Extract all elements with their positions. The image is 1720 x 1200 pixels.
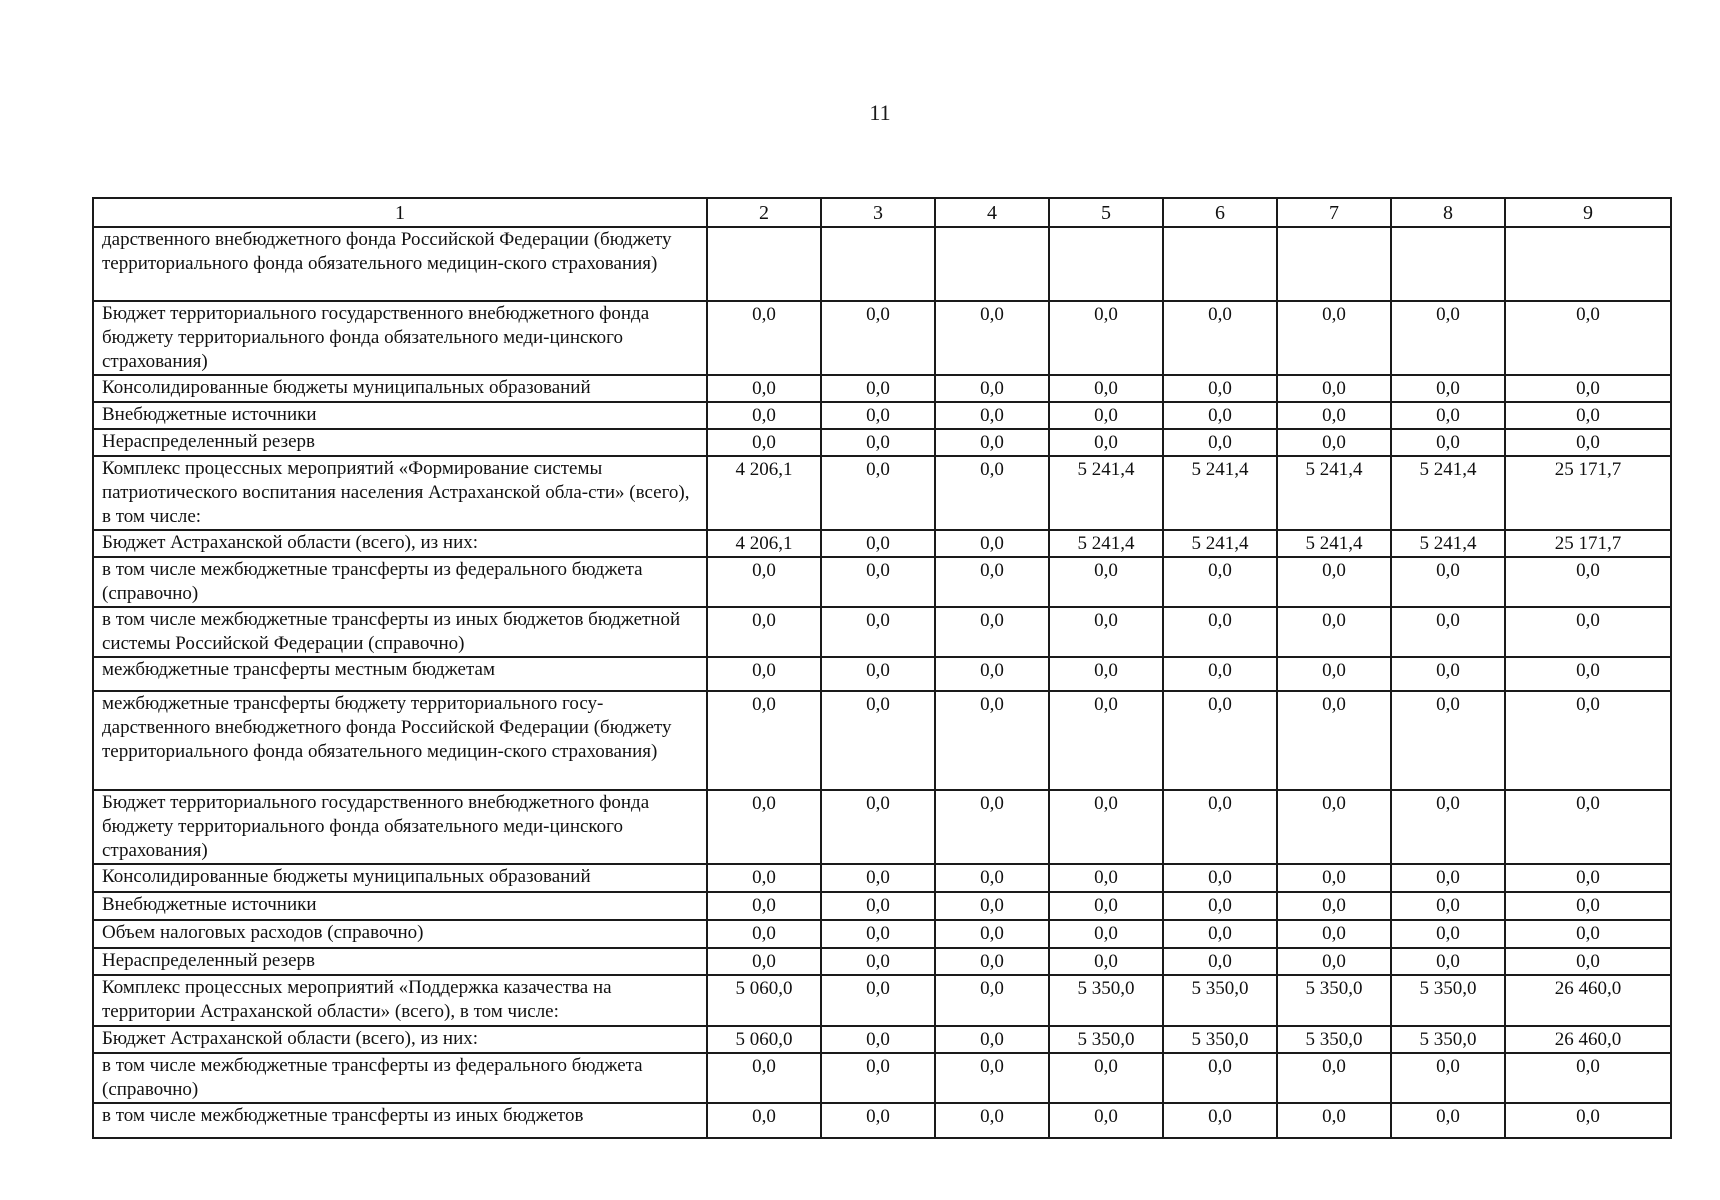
value-cell: 0,0 [1505, 557, 1671, 607]
table-header-row [93, 198, 1671, 227]
value-cell: 0,0 [935, 864, 1049, 892]
value-cell: 0,0 [935, 975, 1049, 1026]
value-cell: 0,0 [1505, 892, 1671, 920]
value-cell: 0,0 [1163, 557, 1277, 607]
value-cell: 0,0 [935, 530, 1049, 557]
value-cell: 0,0 [935, 790, 1049, 864]
value-cell: 0,0 [1163, 429, 1277, 456]
value-cell: 0,0 [1049, 402, 1163, 429]
value-cell: 0,0 [1049, 607, 1163, 657]
value-cell: 0,0 [935, 456, 1049, 530]
value-cell: 5 241,4 [1163, 456, 1277, 530]
value-cell: 5 241,4 [1391, 530, 1505, 557]
value-cell: 0,0 [1163, 402, 1277, 429]
value-cell: 26 460,0 [1505, 1026, 1671, 1053]
value-cell: 0,0 [1505, 1103, 1671, 1138]
value-cell: 0,0 [1277, 607, 1391, 657]
value-cell: 0,0 [1277, 657, 1391, 691]
value-cell: 0,0 [1049, 892, 1163, 920]
value-cell: 0,0 [1163, 691, 1277, 790]
row-label: Внебюджетные источники [93, 892, 707, 920]
value-cell: 0,0 [707, 1103, 821, 1138]
row-label: Нераспределенный резерв [93, 948, 707, 975]
value-cell [1391, 227, 1505, 301]
page-number: 11 [869, 100, 891, 125]
value-cell: 0,0 [1049, 864, 1163, 892]
row-label: Бюджет Астраханской области (всего), из них: [93, 530, 707, 557]
value-cell: 0,0 [821, 375, 935, 402]
value-cell [935, 227, 1049, 301]
value-cell: 0,0 [821, 301, 935, 375]
table-row [93, 892, 1671, 920]
row-label: в том числе межбюджетные трансферты из федерального бюджета (справочно) [93, 1053, 707, 1103]
value-cell: 26 460,0 [1505, 975, 1671, 1026]
value-cell: 0,0 [1049, 1103, 1163, 1138]
row-label: Бюджет Астраханской области (всего), из них: [93, 1026, 707, 1053]
value-cell: 0,0 [821, 892, 935, 920]
value-cell: 0,0 [1505, 429, 1671, 456]
value-cell: 0,0 [821, 1053, 935, 1103]
value-cell: 0,0 [1505, 691, 1671, 790]
value-cell: 0,0 [821, 657, 935, 691]
row-label: Объем налоговых расходов (справочно) [93, 920, 707, 948]
value-cell: 0,0 [935, 429, 1049, 456]
value-cell: 0,0 [1391, 1103, 1505, 1138]
value-cell: 0,0 [935, 657, 1049, 691]
value-cell: 0,0 [935, 691, 1049, 790]
value-cell: 5 241,4 [1049, 530, 1163, 557]
table-row [93, 456, 1671, 530]
value-cell: 5 241,4 [1277, 530, 1391, 557]
value-cell: 0,0 [821, 1026, 935, 1053]
value-cell: 0,0 [1049, 375, 1163, 402]
value-cell: 0,0 [1505, 920, 1671, 948]
value-cell: 0,0 [1277, 402, 1391, 429]
value-cell: 0,0 [707, 402, 821, 429]
table-row [93, 227, 1671, 301]
value-cell: 0,0 [1391, 557, 1505, 607]
value-cell: 0,0 [1277, 864, 1391, 892]
value-cell: 0,0 [1277, 892, 1391, 920]
table-row [93, 1103, 1671, 1138]
value-cell [707, 227, 821, 301]
value-cell: 0,0 [935, 607, 1049, 657]
value-cell: 0,0 [1049, 557, 1163, 607]
value-cell: 0,0 [1505, 790, 1671, 864]
table-row [93, 790, 1671, 864]
value-cell [1049, 227, 1163, 301]
value-cell: 0,0 [1391, 402, 1505, 429]
row-label: Нераспределенный резерв [93, 429, 707, 456]
value-cell: 0,0 [821, 790, 935, 864]
value-cell: 0,0 [1391, 790, 1505, 864]
value-cell: 0,0 [821, 429, 935, 456]
value-cell: 5 241,4 [1277, 456, 1391, 530]
row-label: дарственного внебюджетного фонда Российской Федерации (бюджету территориального фонда обязательного медицин-ского страхования) [93, 227, 707, 301]
value-cell: 0,0 [1277, 1053, 1391, 1103]
column-header: 7 [1277, 198, 1391, 227]
value-cell: 5 350,0 [1277, 975, 1391, 1026]
value-cell: 0,0 [707, 557, 821, 607]
value-cell: 0,0 [935, 948, 1049, 975]
value-cell: 0,0 [821, 530, 935, 557]
value-cell: 4 206,1 [707, 530, 821, 557]
value-cell: 0,0 [1391, 429, 1505, 456]
value-cell: 0,0 [707, 864, 821, 892]
column-header: 2 [707, 198, 821, 227]
value-cell: 0,0 [1505, 948, 1671, 975]
value-cell: 0,0 [1163, 657, 1277, 691]
value-cell: 0,0 [1277, 691, 1391, 790]
value-cell: 0,0 [1163, 1053, 1277, 1103]
value-cell: 0,0 [821, 557, 935, 607]
value-cell: 0,0 [1505, 657, 1671, 691]
value-cell: 0,0 [1277, 790, 1391, 864]
table-row [93, 375, 1671, 402]
value-cell: 0,0 [821, 864, 935, 892]
value-cell: 0,0 [1391, 864, 1505, 892]
value-cell: 0,0 [1163, 1103, 1277, 1138]
row-label: в том числе межбюджетные трансферты из иных бюджетов бюджетной системы Российской Федерации (справочно) [93, 607, 707, 657]
column-header: 6 [1163, 198, 1277, 227]
value-cell: 0,0 [821, 948, 935, 975]
value-cell: 0,0 [1391, 892, 1505, 920]
value-cell: 0,0 [1391, 948, 1505, 975]
value-cell: 0,0 [1049, 657, 1163, 691]
value-cell: 0,0 [1391, 301, 1505, 375]
value-cell: 0,0 [1163, 607, 1277, 657]
table-row [93, 864, 1671, 892]
value-cell: 0,0 [1391, 375, 1505, 402]
table-row [93, 1053, 1671, 1103]
value-cell: 0,0 [1277, 557, 1391, 607]
row-label: Консолидированные бюджеты муниципальных образований [93, 864, 707, 892]
value-cell: 0,0 [821, 691, 935, 790]
value-cell: 0,0 [935, 375, 1049, 402]
row-label: Комплекс процессных мероприятий «Формирование системы патриотического воспитания населения Астраханской обла-сти» (всего), в том числе: [93, 456, 707, 530]
value-cell: 0,0 [821, 402, 935, 429]
table-row [93, 557, 1671, 607]
value-cell: 0,0 [707, 1053, 821, 1103]
row-label: межбюджетные трансферты местным бюджетам [93, 657, 707, 691]
value-cell [1505, 227, 1671, 301]
value-cell: 0,0 [1049, 429, 1163, 456]
row-label: Бюджет территориального государственного внебюджетного фонда бюджету территориального фонда обязательного меди-цинского страхования) [93, 790, 707, 864]
table-row [93, 975, 1671, 1026]
value-cell: 0,0 [1049, 1053, 1163, 1103]
value-cell: 0,0 [707, 790, 821, 864]
value-cell: 5 350,0 [1391, 1026, 1505, 1053]
row-label: Внебюджетные источники [93, 402, 707, 429]
value-cell: 0,0 [821, 975, 935, 1026]
table-row [93, 530, 1671, 557]
row-label: межбюджетные трансферты бюджету территориального госу-дарственного внебюджетного фонда Российской Федерации (бюджету территориального фонда обязательного медицин-ского страхования) [93, 691, 707, 790]
value-cell: 0,0 [1505, 301, 1671, 375]
value-cell: 0,0 [707, 301, 821, 375]
value-cell: 0,0 [1277, 429, 1391, 456]
table-row [93, 948, 1671, 975]
value-cell: 0,0 [707, 607, 821, 657]
value-cell [821, 227, 935, 301]
value-cell: 5 060,0 [707, 1026, 821, 1053]
value-cell: 0,0 [1505, 864, 1671, 892]
value-cell: 0,0 [1049, 691, 1163, 790]
value-cell: 5 350,0 [1049, 975, 1163, 1026]
value-cell: 0,0 [1277, 301, 1391, 375]
value-cell: 0,0 [707, 691, 821, 790]
value-cell: 5 241,4 [1163, 530, 1277, 557]
value-cell: 4 206,1 [707, 456, 821, 530]
row-label: в том числе межбюджетные трансферты из иных бюджетов [93, 1103, 707, 1138]
value-cell: 0,0 [1391, 1053, 1505, 1103]
value-cell: 0,0 [1163, 790, 1277, 864]
value-cell: 0,0 [707, 892, 821, 920]
value-cell: 0,0 [1163, 920, 1277, 948]
value-cell: 0,0 [1277, 948, 1391, 975]
column-header: 8 [1391, 198, 1505, 227]
value-cell: 0,0 [935, 1053, 1049, 1103]
value-cell: 0,0 [1505, 402, 1671, 429]
value-cell: 0,0 [1391, 607, 1505, 657]
value-cell: 25 171,7 [1505, 456, 1671, 530]
value-cell: 0,0 [935, 892, 1049, 920]
row-label: Комплекс процессных мероприятий «Поддержка казачества на территории Астраханской области» (всего), в том числе: [93, 975, 707, 1026]
value-cell: 0,0 [821, 456, 935, 530]
value-cell: 0,0 [1505, 607, 1671, 657]
value-cell: 0,0 [1049, 790, 1163, 864]
value-cell: 0,0 [1163, 948, 1277, 975]
value-cell: 0,0 [935, 920, 1049, 948]
table-row [93, 920, 1671, 948]
column-header: 3 [821, 198, 935, 227]
value-cell: 0,0 [1049, 920, 1163, 948]
value-cell: 0,0 [1277, 375, 1391, 402]
table-row [93, 607, 1671, 657]
value-cell: 0,0 [1277, 920, 1391, 948]
value-cell: 0,0 [935, 402, 1049, 429]
value-cell: 0,0 [1505, 375, 1671, 402]
row-label: Бюджет территориального государственного внебюджетного фонда бюджету территориального фонда обязательного меди-цинского страхования) [93, 301, 707, 375]
value-cell: 0,0 [1049, 301, 1163, 375]
value-cell: 0,0 [707, 657, 821, 691]
table-row [93, 1026, 1671, 1053]
budget-table [92, 197, 1672, 1139]
value-cell: 0,0 [1277, 1103, 1391, 1138]
column-header: 4 [935, 198, 1049, 227]
table-body [93, 227, 1671, 1138]
value-cell: 0,0 [1163, 892, 1277, 920]
value-cell: 0,0 [707, 948, 821, 975]
table-row [93, 402, 1671, 429]
value-cell: 5 350,0 [1049, 1026, 1163, 1053]
value-cell: 0,0 [821, 1103, 935, 1138]
value-cell: 5 241,4 [1049, 456, 1163, 530]
column-header: 1 [93, 198, 707, 227]
value-cell: 0,0 [707, 429, 821, 456]
table-row [93, 429, 1671, 456]
value-cell: 0,0 [1163, 301, 1277, 375]
value-cell: 0,0 [1391, 657, 1505, 691]
value-cell: 0,0 [1391, 691, 1505, 790]
value-cell: 5 350,0 [1391, 975, 1505, 1026]
table-row [93, 691, 1671, 790]
value-cell: 0,0 [935, 1026, 1049, 1053]
value-cell: 5 060,0 [707, 975, 821, 1026]
value-cell: 0,0 [821, 607, 935, 657]
value-cell: 0,0 [707, 920, 821, 948]
column-header: 9 [1505, 198, 1671, 227]
value-cell: 5 350,0 [1163, 975, 1277, 1026]
value-cell: 0,0 [935, 1103, 1049, 1138]
value-cell: 5 241,4 [1391, 456, 1505, 530]
value-cell: 0,0 [707, 375, 821, 402]
value-cell: 0,0 [1163, 864, 1277, 892]
value-cell: 0,0 [1163, 375, 1277, 402]
value-cell: 0,0 [821, 920, 935, 948]
row-label: Консолидированные бюджеты муниципальных образований [93, 375, 707, 402]
value-cell: 5 350,0 [1277, 1026, 1391, 1053]
value-cell [1277, 227, 1391, 301]
value-cell: 0,0 [935, 301, 1049, 375]
column-header: 5 [1049, 198, 1163, 227]
table-row [93, 301, 1671, 375]
value-cell: 5 350,0 [1163, 1026, 1277, 1053]
value-cell: 0,0 [1505, 1053, 1671, 1103]
value-cell: 25 171,7 [1505, 530, 1671, 557]
value-cell [1163, 227, 1277, 301]
value-cell: 0,0 [1391, 920, 1505, 948]
table-row [93, 657, 1671, 691]
value-cell: 0,0 [935, 557, 1049, 607]
row-label: в том числе межбюджетные трансферты из федерального бюджета (справочно) [93, 557, 707, 607]
value-cell: 0,0 [1049, 948, 1163, 975]
